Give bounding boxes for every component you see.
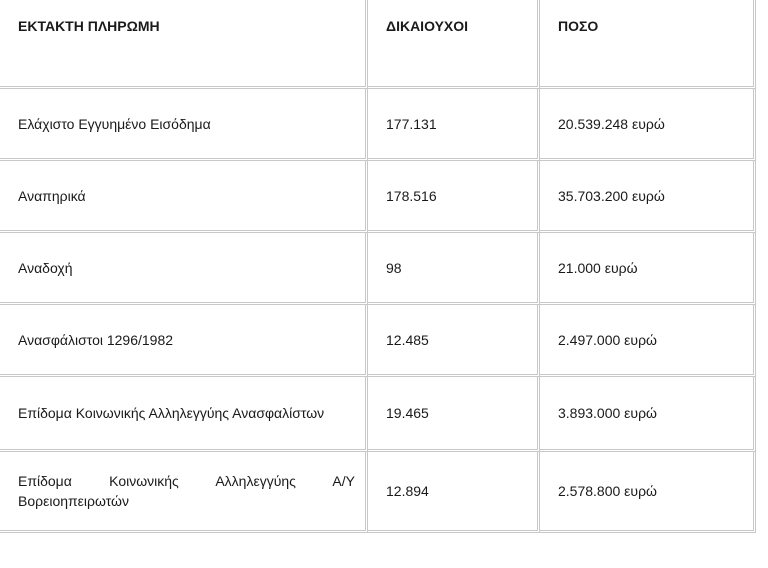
- table-row: [0, 233, 756, 305]
- beneficiaries-count: 178.516: [368, 161, 540, 233]
- header-amount: ΠΟΣΟ: [540, 0, 756, 89]
- header-beneficiaries: ΔΙΚΑΙΟΥΧΟΙ: [368, 0, 540, 89]
- payment-name: Ανασφάλιστοι 1296/1982: [0, 305, 368, 377]
- table-row: [0, 161, 756, 233]
- payment-amount: 35.703.200 ευρώ: [540, 161, 756, 233]
- beneficiaries-count: 98: [368, 233, 540, 305]
- payment-name: Αναδοχή: [0, 233, 368, 305]
- beneficiaries-count: 12.894: [368, 452, 540, 533]
- payment-amount: 2.497.000 ευρώ: [540, 305, 756, 377]
- table-row: [0, 305, 756, 377]
- payment-amount: 21.000 ευρώ: [540, 233, 756, 305]
- payment-name: Επίδομα Κοινωνικής Αλληλεγγύης Ανασφαλίστων: [0, 377, 368, 452]
- payment-name: Αναπηρικά: [0, 161, 368, 233]
- payment-amount: 2.578.800 ευρώ: [540, 452, 756, 533]
- beneficiaries-count: 12.485: [368, 305, 540, 377]
- payment-amount: 20.539.248 ευρώ: [540, 89, 756, 161]
- table-row: [0, 377, 756, 452]
- beneficiaries-count: 19.465: [368, 377, 540, 452]
- table-header-row: [0, 0, 756, 89]
- header-payment: ΕΚΤΑΚΤΗ ΠΛΗΡΩΜΗ: [0, 0, 368, 89]
- table-row: [0, 89, 756, 161]
- payment-name: Ελάχιστο Εγγυημένο Εισόδημα: [0, 89, 368, 161]
- beneficiaries-count: 177.131: [368, 89, 540, 161]
- payment-amount: 3.893.000 ευρώ: [540, 377, 756, 452]
- payment-name: Επίδομα Κοινωνικής Αλληλεγγύης Α/Υ Βορειοηπειρωτών: [0, 452, 368, 533]
- table-row: [0, 452, 756, 533]
